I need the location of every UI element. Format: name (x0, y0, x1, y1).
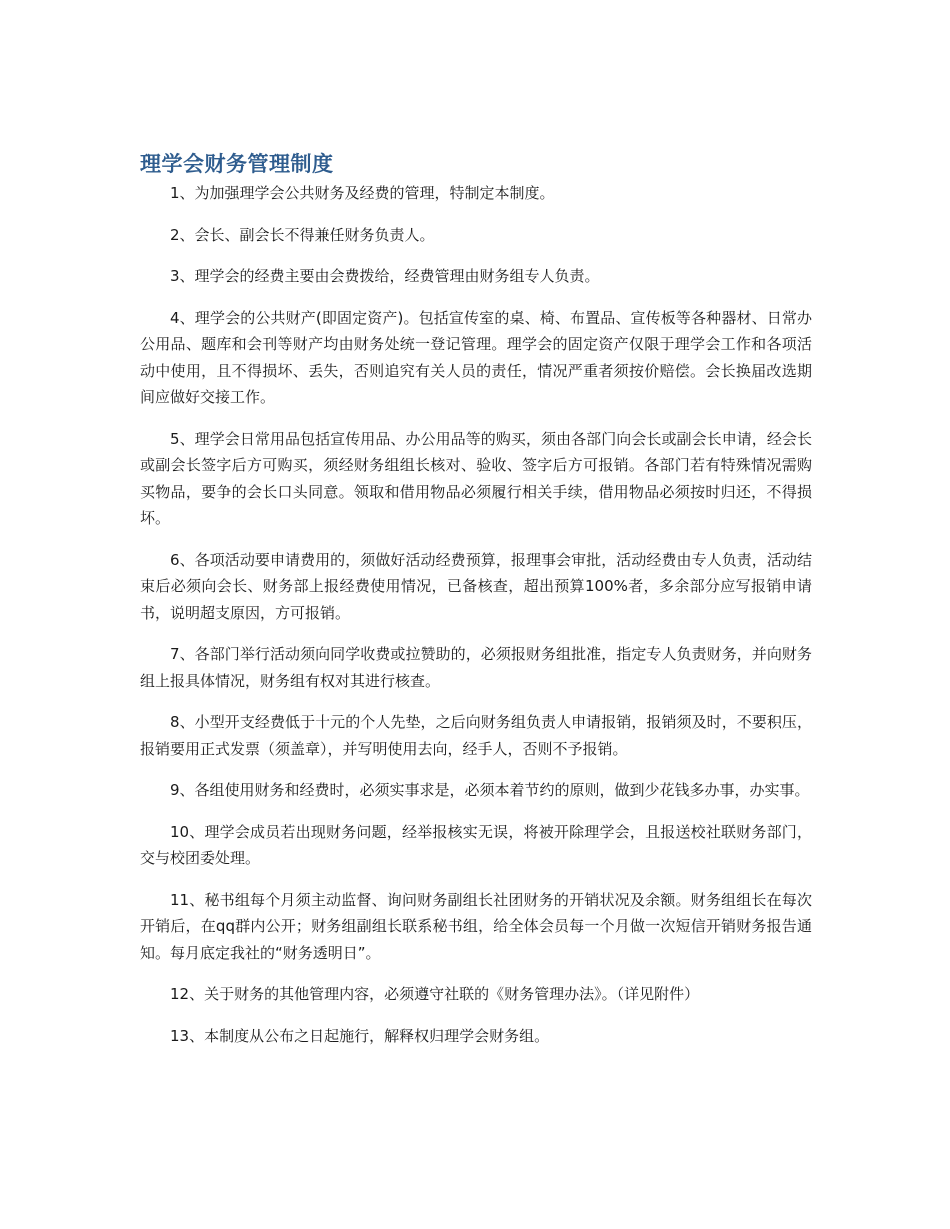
paragraph-8: 8、小型开支经费低于十元的个人先垫，之后向财务组负责人申请报销，报销须及时，不要积压，报销要用正式发票（须盖章），并写明使用去向，经手人，否则不予报销。 (140, 713, 812, 758)
paragraph-10: 10、理学会成员若出现财务问题，经举报核实无误，将被开除理学会，且报送校社联财务部门，交与校团委处理。 (140, 822, 812, 867)
paragraph-12: 12、关于财务的其他管理内容，必须遵守社联的《财务管理办法》。（详见附件） (170, 985, 700, 1003)
paragraph-6: 6、各项活动要申请费用的，须做好活动经费预算，报理事会审批，活动经费由专人负责，活动结束后必须向会长、财务部上报经费使用情况，已备核查，超出预算100%者，多余部分应写报销申请书，说明超支原因，方可报销。 (140, 550, 812, 622)
document-body (140, 180, 812, 1064)
paragraph-1: 1、为加强理学会公共财务及经费的管理，特制定本制度。 (170, 184, 555, 202)
paragraph-2: 2、会长、副会长不得兼任财务负责人。 (170, 225, 435, 244)
paragraph-4: 4、理学会的公共财产(即固定资产)。包括宣传室的桌、椅、布置品、宣传板等各种器材、日常办公用品、题库和会刊等财产均由财务处统一登记管理。理学会的固定资产仅限于理学会工作和各项活动中使用，且不得损坏、丢失，否则追究有关人员的责任，情况严重者须按价赔偿。会长换届改选期间应做好交接工作。 (140, 308, 812, 406)
paragraph-11: 11、秘书组每个月须主动监督、询问财务副组长社团财务的开销状况及余额。财务组组长在每次开销后，在qq群内公开；财务组副组长联系秘书组，给全体会员每一个月做一次短信开销财务报告通知。每月底定我社的“财务透明日”。 (140, 890, 812, 962)
document-title: 理学会财务管理制度 (140, 152, 334, 176)
paragraph-9: 9、各组使用财务和经费时，必须实事求是，必须本着节约的原则，做到少花钱多办事，办实事。 (170, 781, 810, 799)
paragraph-13: 13、本制度从公布之日起施行，解释权归理学会财务组。 (170, 1026, 550, 1045)
paragraph-7: 7、各部门举行活动须向同学收费或拉赞助的，必须报财务组批准，指定专人负责财务，并向财务组上报具体情况，财务组有权对其进行核查。 (140, 645, 812, 690)
paragraph-5: 5、理学会日常用品包括宣传用品、办公用品等的购买，须由各部门向会长或副会长申请，经会长或副会长签字后方可购买，须经财务组组长核对、验收、签字后方可报销。各部门若有特殊情况需购买物品，要争的会长口头同意。领取和借用物品必须履行相关手续，借用物品必须按时归还，不得损坏。 (140, 429, 812, 527)
paragraph-3: 3、理学会的经费主要由会费拨给，经费管理由财务组专人负责。 (170, 267, 600, 285)
